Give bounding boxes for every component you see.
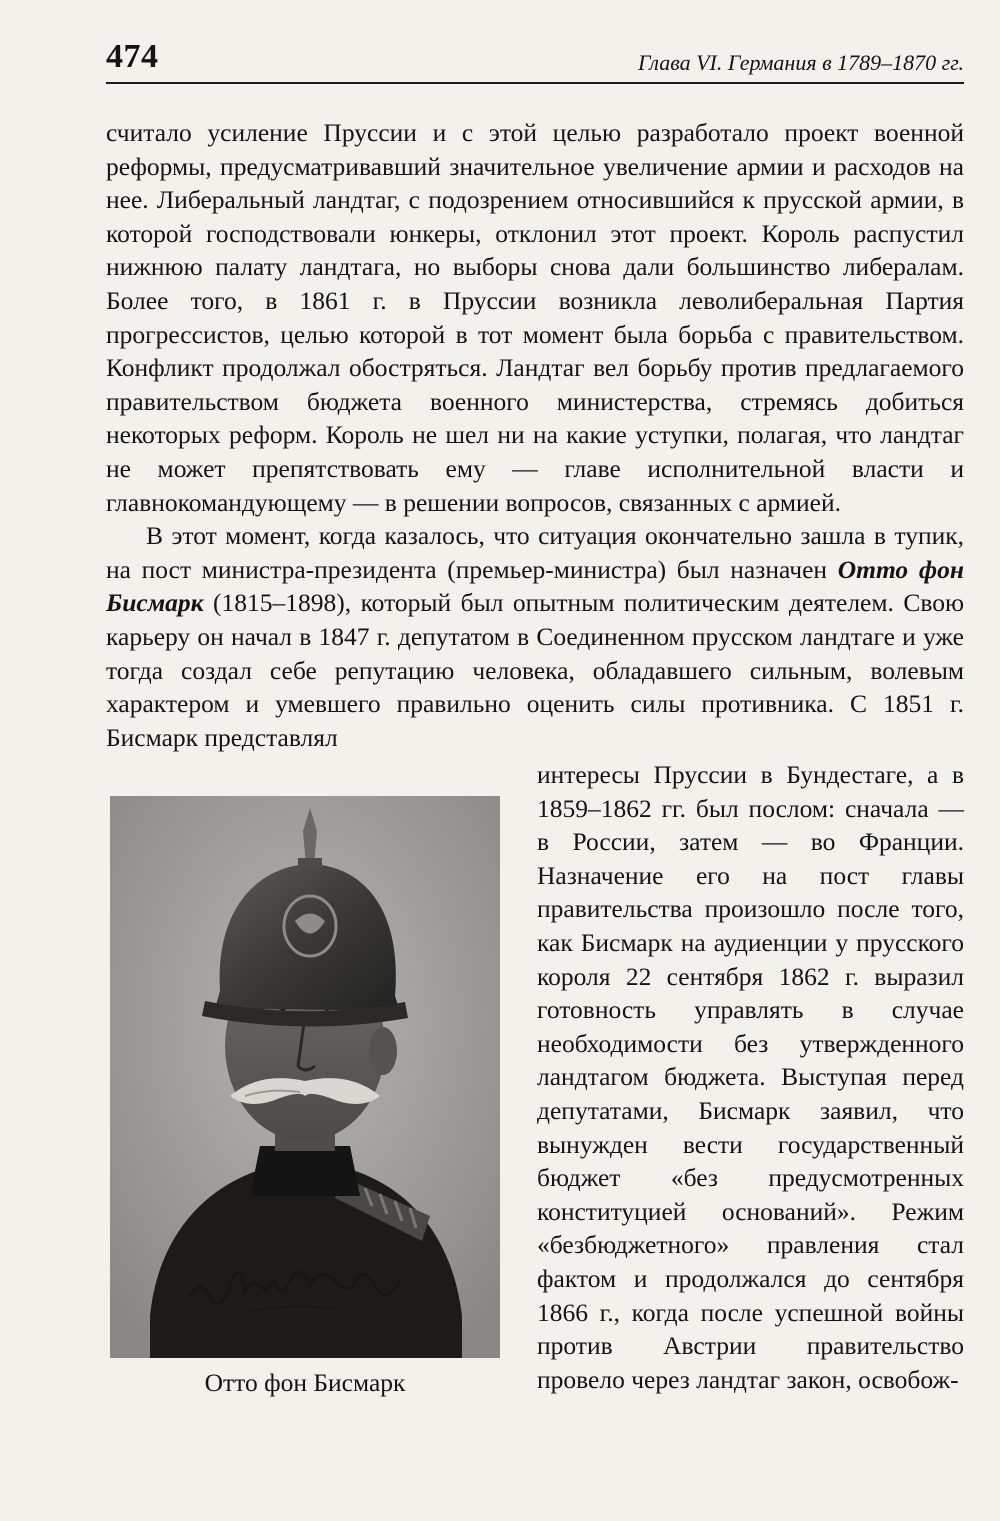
portrait-figure xyxy=(110,796,500,1358)
page-header xyxy=(106,38,964,82)
paragraph-2 xyxy=(106,519,964,754)
portrait-image xyxy=(110,796,500,1358)
paragraph-2-start: В этот момент, когда казалось, что ситуация окончательно зашла в тупик, на пост министра-президента (премьер-министра) был назначен xyxy=(106,521,964,584)
paragraph-1: считало усиление Пруссии и с этой целью разработало проект военной реформы, предусматривавший значительное увеличение армии и расходов на нее. Либеральный ландтаг, с подозрением относившийся к прусской армии, в которой господствовали юнкеры, отклонил этот проект. Король распустил нижнюю палату ландтага, но выборы снова дали большинство либералам. Более того, в 1861 г. в Пруссии возникла леволиберальная Партия прогрессистов, целью которой в тот момент была борьба с правительством. Конфликт продолжал обостряться. Ландтаг вел борьбу против предлагаемого правительством бюджета военного министерства, стремясь добиться некоторых реформ. Король не шел ни на какие уступки, полагая, что ландтаг не может препятствовать ему — главе исполнительной власти и главнокомандующему — в решении вопросов, связанных с армией. xyxy=(106,118,964,517)
running-title: Глава VI. Германия в 1789–1870 гг. xyxy=(637,50,964,75)
side-paragraph: интересы Пруссии в Бундестаге, а в 1859–1862 гг. был послом: сначала — в России, затем — во Франции. Назначение его на пост главы правительства произошло после того, как Бисмарк на аудиенции у прусского короля 22 сентября 1862 г. выразил готовность управлять в случае необходимости без утвержденного ландтагом бюджета. Выступая перед депутатами, Бисмарк заявил, что вынужден вести государственный бюджет «без предусмотренных конституцией оснований». Режим «безбюджетного» правления стал фактом и продолжался до сентября 1866 г., когда после успешной войны против Австрии правительство провело через ландтаг закон, освобож- xyxy=(537,760,964,1394)
figure-caption: Отто фон Бисмарк xyxy=(204,1368,406,1397)
page-number: 474 xyxy=(106,38,159,75)
person-name: Отто фон Бисмарк xyxy=(106,554,964,618)
header-rule xyxy=(106,82,964,84)
side-column-text xyxy=(537,758,964,1396)
main-text xyxy=(106,116,964,754)
paragraph-2-rest: (1815–1898), который был опытным политическим деятелем. Свою карьеру он начал в 1847 г. депутатом в Соединенном прусском ландтаге и уже тогда создал себе репутацию человека, обладавшего сильным, волевым характером и умевшего правильно оценить силы противника. С 1851 г. Бисмарк представлял xyxy=(106,588,964,752)
